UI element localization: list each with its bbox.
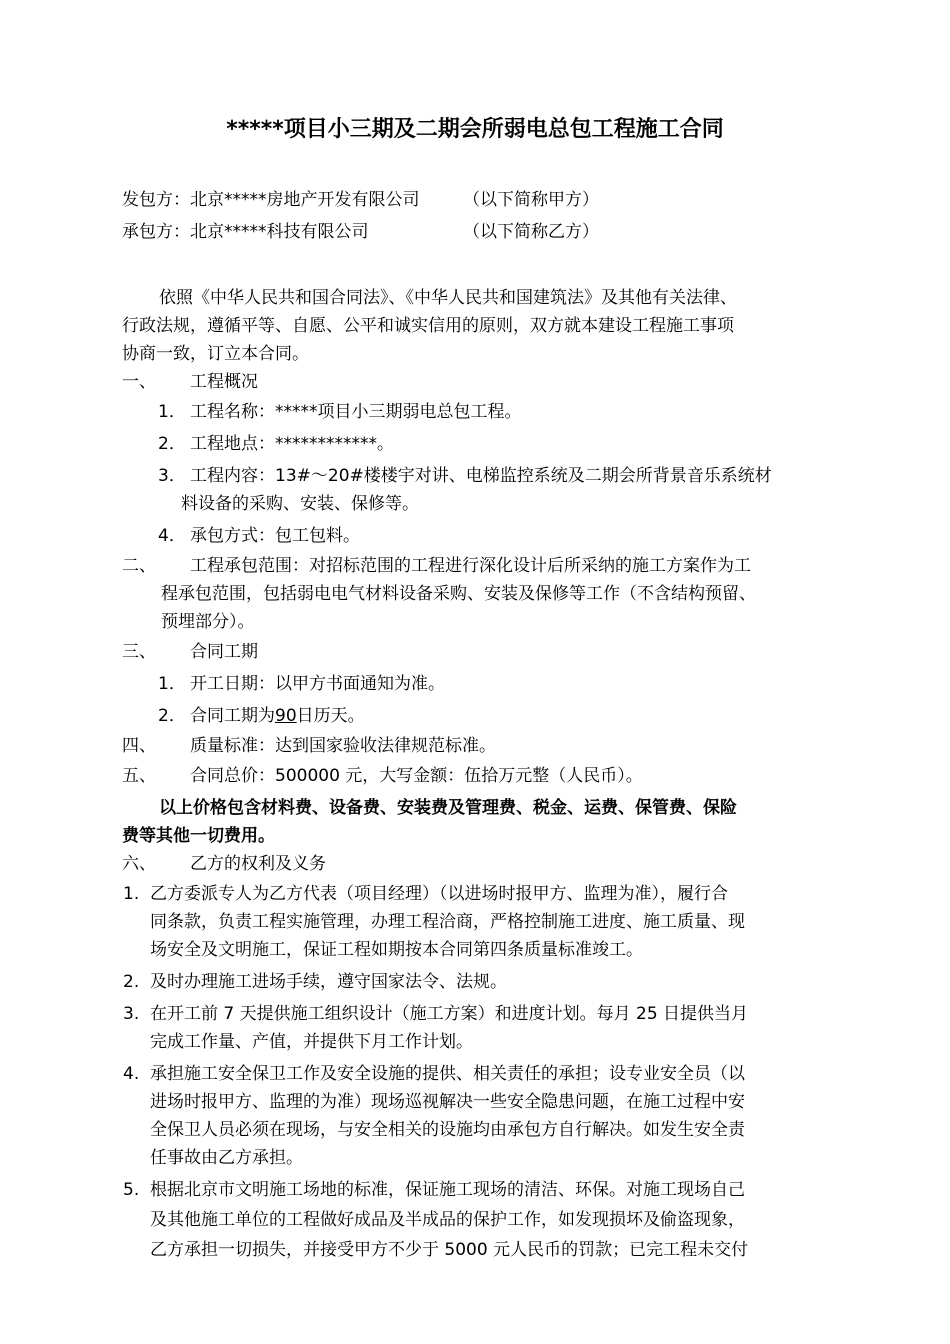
list-number: 4. — [123, 1064, 140, 1084]
price-note: 以上价格包含材料费、设备费、安装费及管理费、税金、运费、保管费、保险 — [159, 798, 737, 818]
list-item-continuation: 全保卫人员必须在现场，与安全相关的设施均由承包方自行解决。如发生安全责 — [150, 1120, 745, 1140]
preamble-line: 行政法规，遵循平等、自愿、公平和诚实信用的原则，双方就本建设工程施工事项 — [122, 316, 734, 336]
section-text: 预埋部分）。 — [161, 612, 255, 632]
list-item: 工程名称：*****项目小三期弱电总包工程。 — [190, 402, 522, 422]
section-text: 程承包范围，包括弱电电气材料设备采购、安装及保修等工作（不含结构预留、 — [161, 584, 756, 604]
list-number: 1． — [158, 674, 186, 694]
employer-line: 发包方：北京*****房地产开发有限公司 — [122, 190, 420, 210]
list-item-continuation: 及其他施工单位的工程做好成品及半成品的保护工作，如发现损坏及偷盗现象， — [150, 1210, 745, 1230]
list-item — [190, 705, 365, 727]
list-number: 2． — [158, 434, 186, 454]
duration-days: 90 — [275, 706, 297, 726]
list-item: 承担施工安全保卫工作及安全设施的提供、相关责任的承担；设专业安全员（以 — [150, 1064, 745, 1084]
section-text: 工程承包范围：对招标范围的工程进行深化设计后所采纳的施工方案作为工 — [190, 556, 751, 576]
list-item: 及时办理施工进场手续，遵守国家法令、法规。 — [150, 972, 507, 992]
price-note: 费等其他一切费用。 — [122, 826, 275, 846]
list-item: 开工日期：以甲方书面通知为准。 — [190, 674, 445, 694]
list-item-continuation: 任事故由乙方承担。 — [150, 1148, 303, 1168]
list-item: 工程内容：13#～20#楼楼宇对讲、电梯监控系统及二期会所背景音乐系统材 — [190, 466, 772, 486]
employer-note: （以下简称甲方） — [463, 190, 599, 210]
list-number: 5. — [123, 1180, 140, 1200]
list-number: 2. — [123, 972, 140, 992]
list-item-continuation: 场安全及文明施工，保证工程如期按本合同第四条质量标准竣工。 — [150, 940, 643, 960]
list-item-continuation: 料设备的采购、安装、保修等。 — [181, 494, 419, 514]
section-heading: 工程概况 — [190, 372, 258, 392]
section-text: 质量标准：达到国家验收法律规范标准。 — [190, 736, 496, 756]
list-number: 3． — [158, 466, 186, 486]
list-item: 承包方式：包工包料。 — [190, 526, 360, 546]
section-number: 五、 — [122, 766, 156, 786]
section-number: 二、 — [122, 556, 156, 576]
list-item: 根据北京市文明施工场地的标准，保证施工现场的清洁、环保。对施工现场自己 — [150, 1180, 745, 1200]
section-number: 三、 — [122, 642, 156, 662]
duration-suffix: 日历天。 — [296, 706, 365, 726]
section-number: 四、 — [122, 736, 156, 756]
list-item: 乙方委派专人为乙方代表（项目经理）（以进场时报甲方、监理为准），履行合 — [150, 884, 728, 904]
list-item: 在开工前 7 天提供施工组织设计（施工方案）和进度计划。每月 25 日提供当月 — [150, 1004, 749, 1024]
preamble-line: 依照《中华人民共和国合同法》、《中华人民共和国建筑法》及其他有关法律、 — [159, 288, 737, 308]
section-number: 一、 — [122, 372, 156, 392]
section-number: 六、 — [122, 854, 156, 874]
list-item: 工程地点：************。 — [190, 434, 394, 454]
section-heading: 合同工期 — [190, 642, 258, 662]
list-number: 1． — [158, 402, 186, 422]
duration-prefix: 合同工期为 — [190, 706, 275, 726]
list-item-continuation: 乙方承担一切损失，并接受甲方不少于 5000 元人民币的罚款；已完工程未交付 — [150, 1240, 749, 1260]
section-heading: 乙方的权利及义务 — [190, 854, 326, 874]
document-title: *****项目小三期及二期会所弱电总包工程施工合同 — [226, 117, 724, 142]
section-text: 合同总价：500000 元，大写金额：伍拾万元整（人民币）。 — [190, 766, 643, 786]
list-number: 2． — [158, 706, 186, 726]
list-number: 4． — [158, 526, 186, 546]
contractor-note: （以下简称乙方） — [463, 222, 599, 242]
preamble-line: 协商一致，订立本合同。 — [122, 344, 309, 364]
list-item-continuation: 完成工作量、产值，并提供下月工作计划。 — [150, 1032, 473, 1052]
list-number: 1. — [123, 884, 140, 904]
list-item-continuation: 同条款，负责工程实施管理，办理工程洽商，严格控制施工进度、施工质量、现 — [150, 912, 745, 932]
contractor-line: 承包方：北京*****科技有限公司 — [122, 222, 369, 242]
list-item-continuation: 进场时报甲方、监理的为准）现场巡视解决一些安全隐患问题，在施工过程中安 — [150, 1092, 745, 1112]
list-number: 3. — [123, 1004, 140, 1024]
